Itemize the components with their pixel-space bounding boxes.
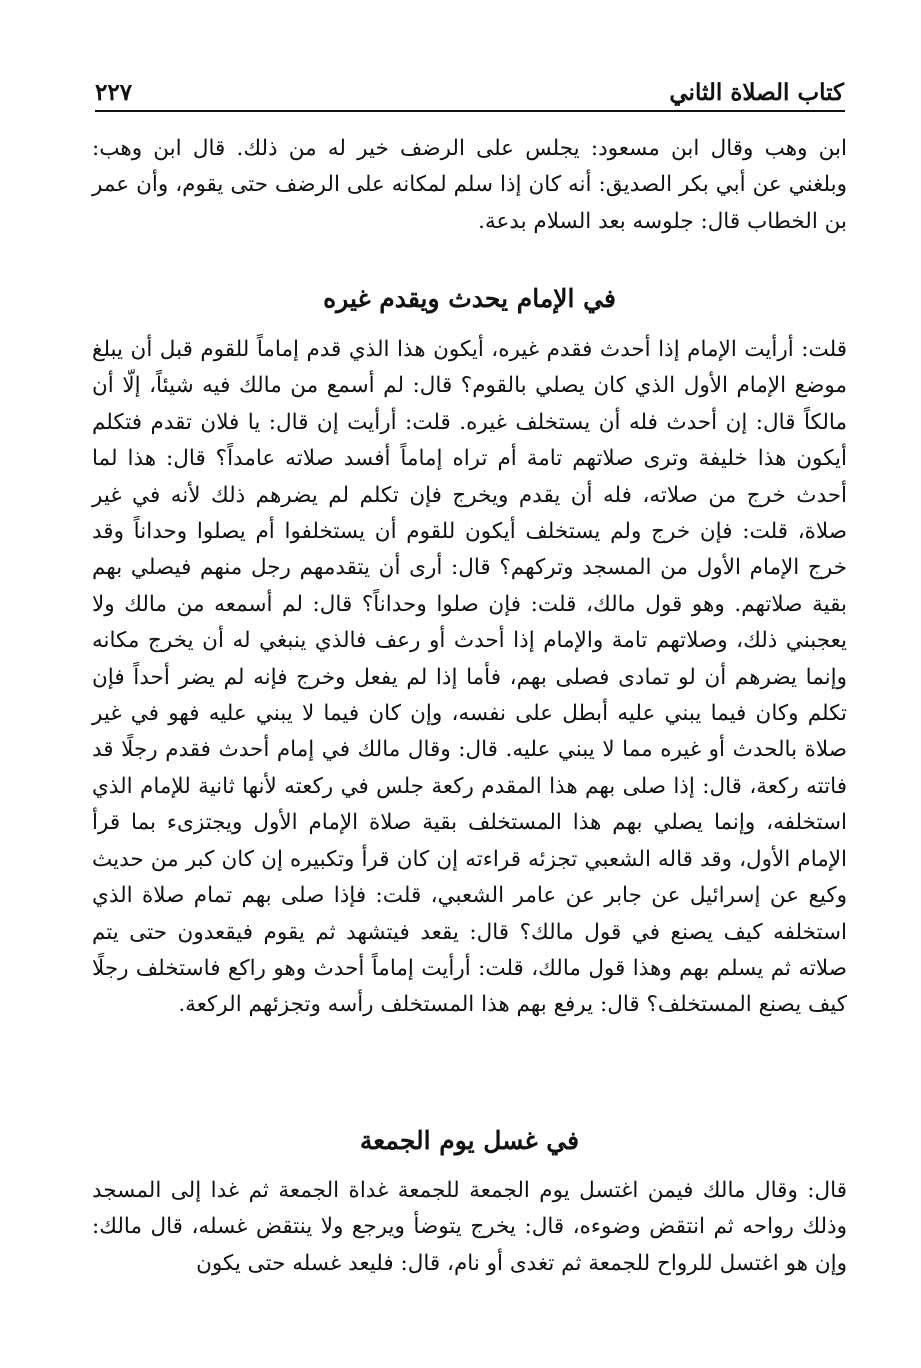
running-header — [95, 78, 844, 108]
section-friday-bath-paragraph — [92, 1173, 847, 1328]
intro-text: ابن وهب وقال ابن مسعود: يجلس على الرضف خير له من ذلك. قال ابن وهب: وبلغني عن أبي بكر الصديق: أنه كان إذا سلم لمكانه على الرضف حتى يقوم، وأن عمر بن الخطاب قال: جلوسه بعد السلام بدعة. — [92, 136, 847, 234]
section-heading-imam: في الإمام يحدث ويقدم غيره — [323, 284, 616, 313]
book-title: كتاب الصلاة الثاني — [669, 79, 844, 106]
section-friday-bath-text: قال: وقال مالك فيمن اغتسل يوم الجمعة للجمعة غداة الجمعة ثم غدا إلى المسجد وذلك رواحه ثم انتقض وضوءه، قال: يخرج يتوضأ ويرجع ولا ينتقض غسله، قال مالك: وإن هو اغتسل للرواح للجمعة ثم تغدى أو نام، قال: فليعد غسله حتى يكون — [92, 1178, 847, 1276]
section-imam-paragraph — [92, 332, 847, 1102]
intro-paragraph — [92, 131, 847, 281]
section-imam-text: قلت: أرأيت الإمام إذا أحدث فقدم غيره، أيكون هذا الذي قدم إماماً للقوم قبل أن يبلغ موضع الإمام الأول الذي كان يصلي بالقوم؟ قال: لم أسمع من مالك فيه شيئاً، إلّا أن مالكاً قال: إن أحدث فله أن يستخلف غيره. قلت: أرأيت إن قال: يا فلان تقدم فتكلم أيكون هذا خليفة وترى صلاتهم تامة أم تراه إماماً أفسد صلاته عامداً؟ قال: هذا لما أحدث خرج من صلاته، فله أن يقدم ويخرج فإن تكلم لم يضرهم ذلك لأنه في غير صلاة، قلت: فإن خرج ولم يستخلف أيكون للقوم أن يستخلفوا أم يصلوا وحداناً وقد خرج الإمام الأول من المسجد وتركهم؟ قال: أرى أن يتقدمهم رجل منهم فيصلي بهم بقية صلاتهم. وهو قول مالك، قلت: فإن صلوا وحداناً؟ قال: لم أسمعه من مالك ولا يعجبني ذلك، وصلاتهم تامة والإمام إذا أحدث أو رعف فالذي ينبغي له أن يخرج مكانه وإنما يضرهم أن لو تمادى فصلى بهم، فأما إذا لم يفعل وخرج فإنه لم يضر أحداً فإن تكلم وكان فيما يبني عليه أبطل على نفسه، وإن كان فيما لا يبني عليه فهو في غير صلاة بالحدث أو غيره مما لا يبني عليه. قال: وقال مالك في إمام أحدث فقدم رجلًا قد فاتته ركعة، قال: إذا صلى بهم هذا المقدم ركعة جلس في ركعته لأنها ثانية للإمام الذي استخلفه، وإنما يصلي بهم هذا المستخلف بقية صلاة الإمام الأول ويجتزىء بما قرأ الإمام الأول، وقد قاله الشعبي تجزئه قراءته إن كان قرأ وتكبيره إن كان كبر من حديث وكيع عن إسرائيل عن جابر عن عامر الشعبي، قلت: فإذا صلى بهم تمام صلاة الذي استخلفه كيف يصنع في قول مالك؟ قال: يقعد فيتشهد ثم يقوم فيقعدون حتى يتم صلاته ثم يسلم بهم وهذا قول مالك، قلت: أرأيت إماماً أحدث وهو راكع فاستخلف رجلًا كيف يصنع المستخلف؟ قال: يرفع بهم هذا المستخلف رأسه وتجزئهم الركعة. — [92, 337, 847, 1018]
page-number: ٢٢٧ — [95, 79, 133, 106]
header-rule — [95, 110, 845, 112]
section-heading-friday-bath: في غسل يوم الجمعة — [359, 1126, 580, 1155]
